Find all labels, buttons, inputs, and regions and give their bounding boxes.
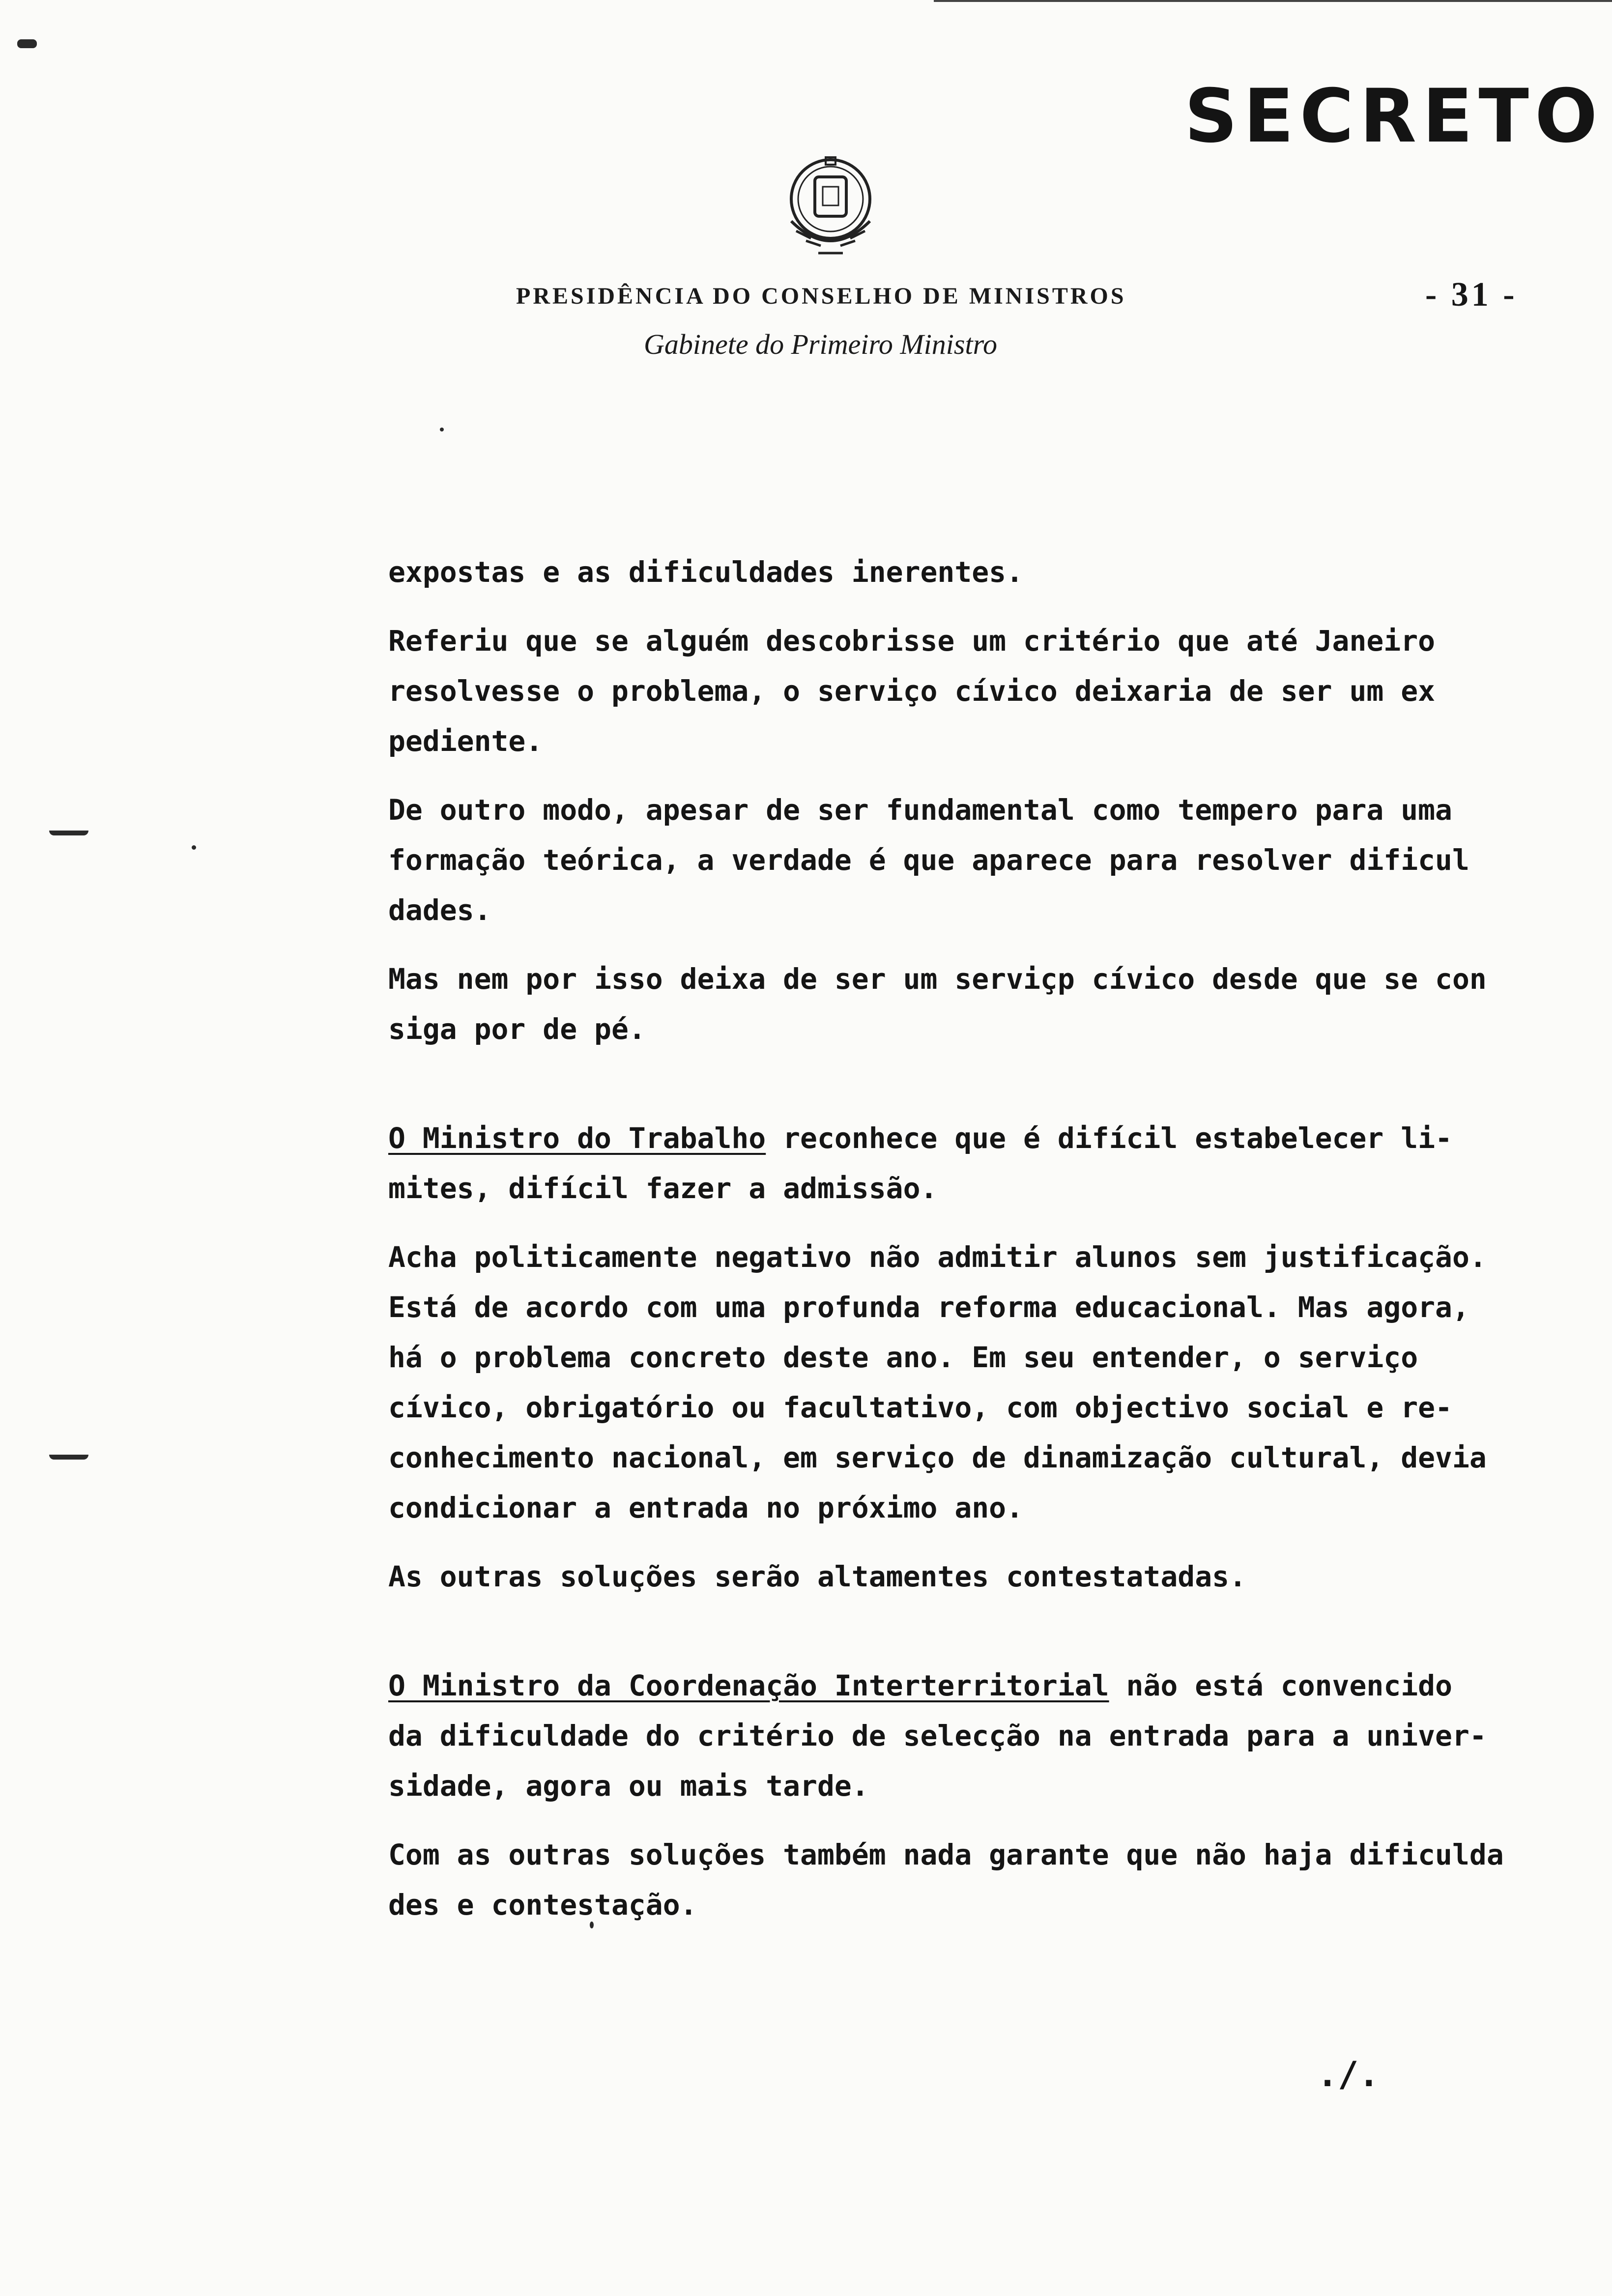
coat-of-arms-icon	[772, 147, 890, 270]
classification-stamp: SECRETO	[1184, 74, 1604, 159]
text-line: resolvesse o problema, o serviço cívico deixaria de ser um ex	[388, 674, 1436, 708]
paragraph	[388, 1113, 1548, 1213]
paragraph	[388, 1830, 1548, 1930]
text-line: O Ministro da Coordenação Interterritorial não está convencido	[388, 1669, 1452, 1702]
cabinet-subtitle	[644, 317, 1008, 371]
speaker-name: O Ministro do Trabalho	[388, 1121, 766, 1155]
text-line: des e contestação.	[388, 1888, 697, 1922]
text-line: há o problema concreto deste ano. Em seu entender, o serviço	[388, 1341, 1418, 1374]
scan-mark	[49, 1455, 88, 1460]
text-line: dades.	[388, 893, 491, 927]
paragraph	[388, 1661, 1548, 1811]
text-line: formação teórica, a verdade é que aparece para resolver dificul	[388, 843, 1469, 877]
text-line: sidade, agora ou mais tarde.	[388, 1769, 869, 1803]
text-line: conhecimento nacional, em serviço de dinamização cultural, devia	[388, 1441, 1487, 1474]
paragraph	[388, 616, 1548, 766]
speaker-name: O Ministro da Coordenação Interterritorial	[388, 1669, 1109, 1702]
text-line: Com as outras soluções também nada garante que não haja dificulda	[388, 1838, 1504, 1871]
paragraph	[388, 1551, 1548, 1602]
text-line: cívico, obrigatório ou facultativo, com objectivo social e re-	[388, 1391, 1452, 1424]
paragraph	[388, 954, 1548, 1054]
text-line: expostas e as dificuldades inerentes.	[388, 555, 1024, 589]
scan-mark	[17, 39, 37, 48]
scan-mark	[49, 831, 88, 835]
text-line: siga por de pé.	[388, 1012, 646, 1046]
text-line: O Ministro do Trabalho reconhece que é difícil estabelecer li-	[388, 1121, 1452, 1155]
text-line: Mas nem por isso deixa de ser um serviçp cívico desde que se con	[388, 962, 1487, 996]
text-line: De outro modo, apesar de ser fundamental como tempero para uma	[388, 793, 1452, 827]
scan-mark	[440, 428, 444, 431]
text-line: Está de acordo com uma profunda reforma educacional. Mas agora,	[388, 1291, 1469, 1324]
scan-mark	[192, 845, 196, 850]
paragraph	[388, 547, 1548, 597]
page-number: - 31 -	[1425, 276, 1518, 314]
cabinet-subtitle-text: Gabinete do Primeiro Ministro	[644, 328, 998, 360]
paragraph	[388, 1232, 1548, 1533]
text-line: As outras soluções serão altamentes contestatadas.	[388, 1560, 1246, 1593]
text-line: pediente.	[388, 724, 543, 758]
text-line: da dificuldade do critério de selecção na entrada para a univer-	[388, 1719, 1487, 1752]
continuation-mark: ./.	[1317, 2054, 1380, 2095]
institution-title: PRESIDÊNCIA DO CONSELHO DE MINISTROS	[516, 283, 1126, 309]
top-edge-line	[934, 0, 1612, 2]
text-line: Referiu que se alguém descobrisse um critério que até Janeiro	[388, 624, 1436, 658]
text-line: Acha politicamente negativo não admitir alunos sem justificação.	[388, 1240, 1487, 1274]
text-line: mites, difícil fazer a admissão.	[388, 1172, 938, 1205]
text-line: condicionar a entrada no próximo ano.	[388, 1491, 1024, 1524]
document-body	[388, 528, 1548, 1930]
paragraph	[388, 785, 1548, 935]
